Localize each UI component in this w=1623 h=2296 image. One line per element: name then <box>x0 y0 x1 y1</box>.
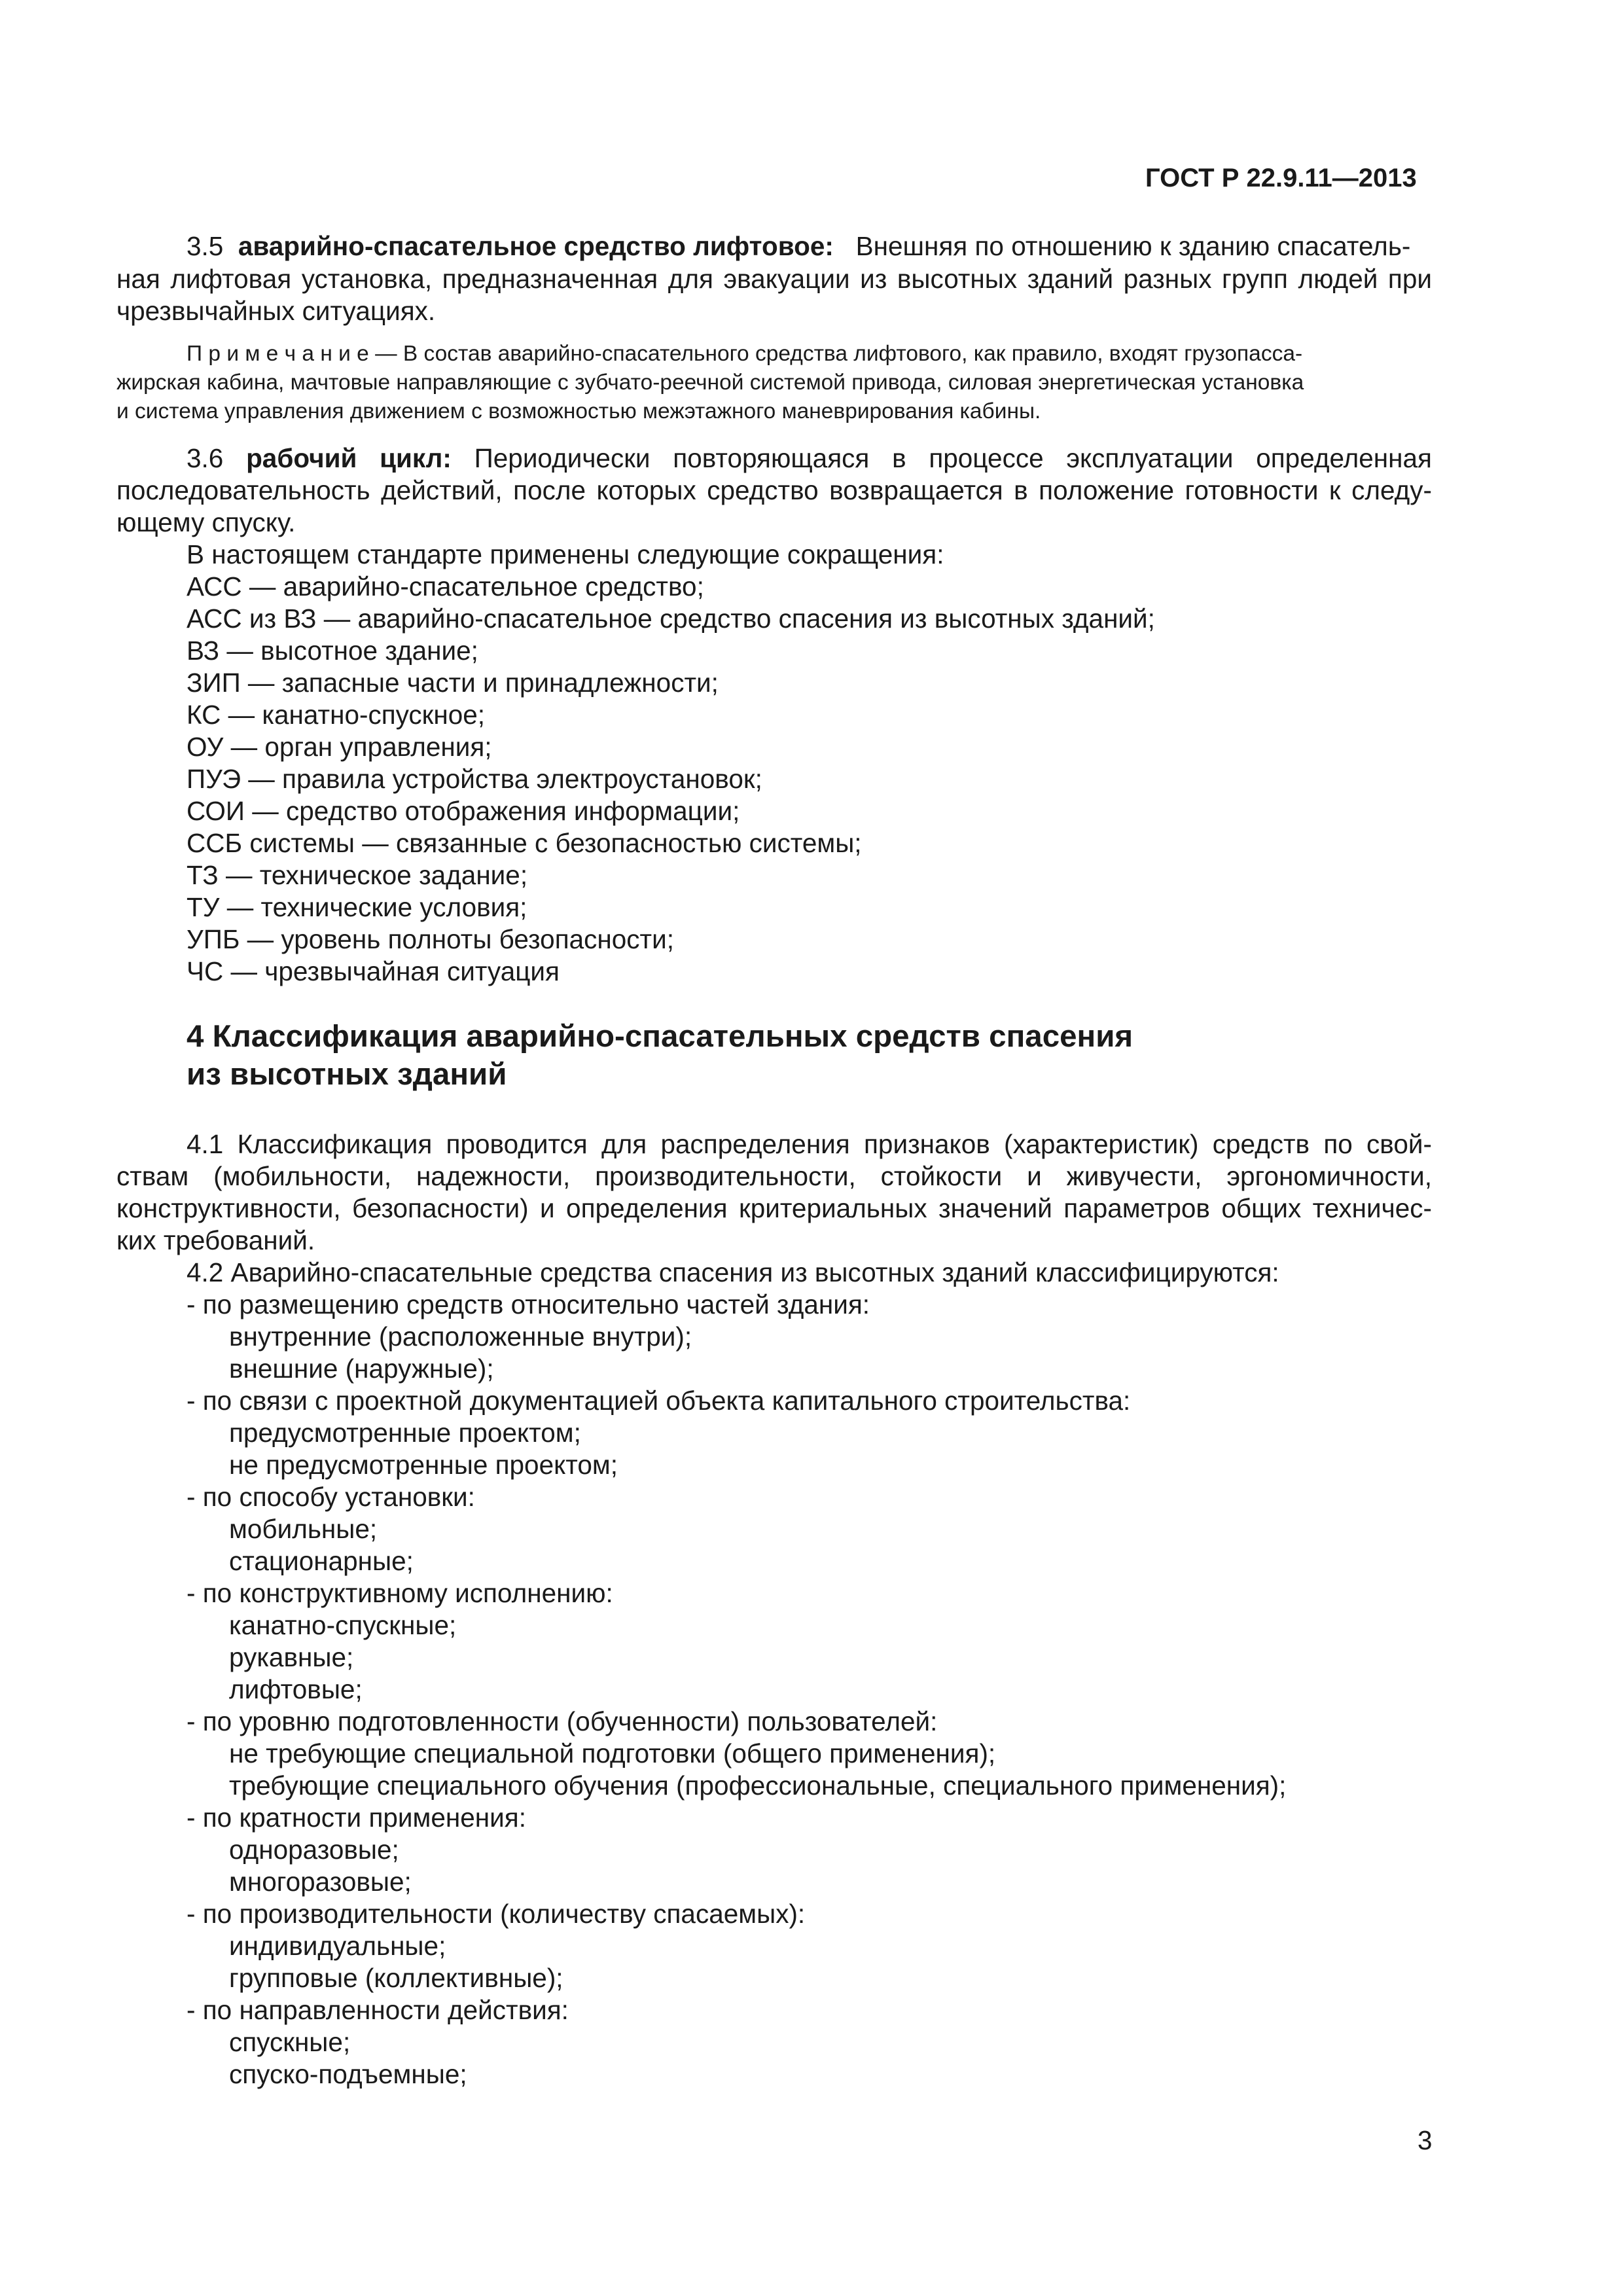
classification-criterion: - по связи с проектной документацией объекта капитального строительства: <box>187 1386 1131 1416</box>
classification-criterion: - по направленности действия: <box>187 1995 569 2025</box>
classification-criterion: - по производительности (количеству спасаемых): <box>187 1899 806 1929</box>
note-line: и система управления движением с возможностью межэтажного маневрирования кабины. <box>116 399 1041 423</box>
classification-option: канатно-спускные; <box>229 1610 457 1640</box>
abbreviation-item: СОИ — средство отображения информации; <box>187 796 740 826</box>
section-heading: 4 Классификация аварийно-спасательных средств спасения <box>187 1019 1133 1054</box>
abbreviation-item: ТЗ — техническое задание; <box>187 860 528 890</box>
note-label: П р и м е ч а н и е <box>187 342 369 366</box>
classification-option: мобильные; <box>229 1514 378 1544</box>
clause-4-2-line: 4.2 Аварийно-спасательные средства спасения из высотных зданий классифицируются: <box>187 1257 1279 1287</box>
abbreviation-item: ТУ — технические условия; <box>187 892 527 922</box>
classification-option: рукавные; <box>229 1642 354 1672</box>
clause-4-1-line: 4.1 Классификация проводится для распределения признаков (характеристик) средств по свой- <box>187 1129 1432 1159</box>
classification-option: не предусмотренные проектом; <box>229 1450 618 1480</box>
abbreviations-intro: В настоящем стандарте применены следующие сокращения: <box>187 539 944 569</box>
clause-3-5-first-line <box>187 233 1410 260</box>
term: аварийно-спасательное средство лифтовое: <box>238 231 834 261</box>
classification-option: требующие специального обучения (профессиональные, специального применения); <box>229 1770 1287 1801</box>
text-line: чрезвычайных ситуациях. <box>116 296 436 326</box>
term: рабочий цикл: <box>246 443 452 473</box>
note-line: жирская кабина, мачтовые направляющие с зубчато-реечной системой привода, силовая энергетическая установка <box>116 370 1304 395</box>
classification-option: групповые (коллективные); <box>229 1963 563 1993</box>
classification-option: спускные; <box>229 2027 351 2057</box>
section-heading-continued: из высотных зданий <box>187 1057 507 1092</box>
classification-option: внутренние (расположенные внутри); <box>229 1321 692 1352</box>
text-line: ющему спуску. <box>116 507 296 537</box>
abbreviation-item: АСС — аварийно-спасательное средство; <box>187 571 704 601</box>
classification-option: не требующие специальной подготовки (общего применения); <box>229 1738 996 1768</box>
abbreviation-item: ПУЭ — правила устройства электроустановок; <box>187 764 762 794</box>
classification-option: одноразовые; <box>229 1835 399 1865</box>
note-text: — В состав аварийно-спасательного средства лифтового, как правило, входят грузопасса- <box>375 342 1303 366</box>
classification-option: внешние (наружные); <box>229 1354 494 1384</box>
classification-option: предусмотренные проектом; <box>229 1418 581 1448</box>
classification-criterion: - по способу установки: <box>187 1482 475 1512</box>
page-number: 3 <box>1418 2125 1433 2155</box>
clause-number: 3.6 <box>187 443 224 473</box>
classification-criterion: - по конструктивному исполнению: <box>187 1578 613 1608</box>
text-line: ная лифтовая установка, предназначенная для эвакуации из высотных зданий разных групп людей при <box>116 264 1432 294</box>
abbreviation-item: ССБ системы — связанные с безопасностью системы; <box>187 828 862 858</box>
definition-text: Периодически повторяющаяся в процессе эксплуатации определенная <box>474 443 1432 473</box>
abbreviation-item: ЗИП — запасные части и принадлежности; <box>187 668 719 698</box>
text-line: ствам (мобильности, надежности, производительности, стойкости и живучести, эргономичности, <box>116 1161 1432 1191</box>
note-first-line <box>187 343 1302 365</box>
definition-text: Внешняя по отношению к зданию спасатель- <box>855 231 1411 261</box>
classification-option: индивидуальные; <box>229 1931 446 1961</box>
text-line: конструктивности, безопасности) и определения критериальных значений параметров общих техничес- <box>116 1193 1432 1223</box>
clause-3-6-first-line <box>187 445 1432 472</box>
classification-option: лифтовые; <box>229 1674 363 1704</box>
abbreviation-item: ВЗ — высотное здание; <box>187 636 478 666</box>
document-code: ГОСТ Р 22.9.11—2013 <box>1145 164 1417 192</box>
text-line: последовательность действий, после которых средство возвращается в положение готовности к следу- <box>116 475 1432 505</box>
text-line: ких требований. <box>116 1225 315 1255</box>
abbreviation-item: АСС из ВЗ — аварийно-спасательное средство спасения из высотных зданий; <box>187 603 1155 634</box>
classification-option: многоразовые; <box>229 1867 412 1897</box>
clause-number: 3.5 <box>187 231 224 261</box>
classification-option: спуско-подъемные; <box>229 2059 467 2089</box>
abbreviation-item: ОУ — орган управления; <box>187 732 492 762</box>
classification-criterion: - по уровню подготовленности (обученности) пользователей: <box>187 1706 938 1736</box>
classification-criterion: - по кратности применения: <box>187 1803 526 1833</box>
abbreviation-item: ЧС — чрезвычайная ситуация <box>187 956 560 986</box>
classification-criterion: - по размещению средств относительно частей здания: <box>187 1289 870 1319</box>
abbreviation-item: КС — канатно-спускное; <box>187 700 486 730</box>
abbreviation-item: УПБ — уровень полноты безопасности; <box>187 924 674 954</box>
classification-option: стационарные; <box>229 1546 414 1576</box>
